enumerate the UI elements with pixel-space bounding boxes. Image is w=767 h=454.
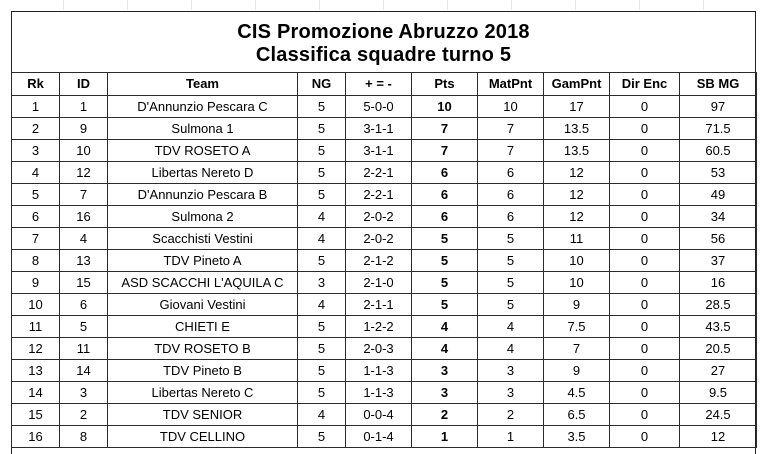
cell-sonneborn-berger: 9.5	[680, 382, 757, 404]
cell-rank: 7	[12, 228, 60, 250]
cell-games: 5	[298, 140, 346, 162]
cell-match-points: 7	[478, 140, 544, 162]
cell-points: 4	[412, 338, 478, 360]
sheet-gridline-strip	[0, 0, 767, 10]
cell-games: 3	[298, 272, 346, 294]
cell-game-points: 12	[544, 162, 610, 184]
cell-direct-encounter: 0	[610, 118, 680, 140]
table-row	[12, 228, 757, 250]
cell-sonneborn-berger: 53	[680, 162, 757, 184]
cell-record: 2-0-3	[346, 338, 412, 360]
table-row	[12, 316, 757, 338]
cell-points: 5	[412, 272, 478, 294]
cell-team: TDV SENIOR	[108, 404, 298, 426]
cell-direct-encounter: 0	[610, 140, 680, 162]
cell-direct-encounter: 0	[610, 294, 680, 316]
cell-points: 10	[412, 96, 478, 118]
cell-points: 3	[412, 360, 478, 382]
cell-points: 5	[412, 250, 478, 272]
column-header-sonneborn-berger: SB MG	[680, 73, 757, 96]
cell-match-points: 7	[478, 118, 544, 140]
cell-games: 5	[298, 118, 346, 140]
cell-games: 5	[298, 426, 346, 448]
cell-rank: 10	[12, 294, 60, 316]
cell-record: 3-1-1	[346, 140, 412, 162]
table-row	[12, 426, 757, 448]
cell-points: 5	[412, 228, 478, 250]
cell-match-points: 5	[478, 228, 544, 250]
cell-match-points: 6	[478, 206, 544, 228]
cell-match-points: 10	[478, 96, 544, 118]
table-row	[12, 206, 757, 228]
standings-subtitle: Classifica squadre turno 5	[255, 44, 512, 66]
table-row	[12, 360, 757, 382]
cell-sonneborn-berger: 24.5	[680, 404, 757, 426]
cell-direct-encounter: 0	[610, 426, 680, 448]
cell-games: 5	[298, 360, 346, 382]
cell-team: Scacchisti Vestini	[108, 228, 298, 250]
column-header-match-points: MatPnt	[478, 73, 544, 96]
cell-id: 1	[60, 96, 108, 118]
column-header-direct-encounter: Dir Enc	[610, 73, 680, 96]
cell-record: 3-1-1	[346, 118, 412, 140]
cell-record: 0-0-4	[346, 404, 412, 426]
cell-record: 2-1-0	[346, 272, 412, 294]
cell-game-points: 17	[544, 96, 610, 118]
cell-rank: 5	[12, 184, 60, 206]
cell-id: 6	[60, 294, 108, 316]
cell-team: Sulmona 2	[108, 206, 298, 228]
cell-sonneborn-berger: 37	[680, 250, 757, 272]
cell-sonneborn-berger: 56	[680, 228, 757, 250]
cell-games: 5	[298, 184, 346, 206]
cell-record: 2-2-1	[346, 162, 412, 184]
cell-game-points: 12	[544, 184, 610, 206]
table-header-row	[12, 73, 757, 96]
cell-match-points: 5	[478, 294, 544, 316]
cell-sonneborn-berger: 49	[680, 184, 757, 206]
cell-direct-encounter: 0	[610, 162, 680, 184]
cell-id: 5	[60, 316, 108, 338]
cell-id: 8	[60, 426, 108, 448]
cell-rank: 16	[12, 426, 60, 448]
cell-game-points: 3.5	[544, 426, 610, 448]
cell-match-points: 3	[478, 382, 544, 404]
table-row	[12, 250, 757, 272]
table-row	[12, 162, 757, 184]
cell-sonneborn-berger: 60.5	[680, 140, 757, 162]
cell-direct-encounter: 0	[610, 360, 680, 382]
cell-match-points: 5	[478, 272, 544, 294]
cell-team: ASD SCACCHI L'AQUILA C	[108, 272, 298, 294]
cell-rank: 13	[12, 360, 60, 382]
cell-team: TDV Pineto A	[108, 250, 298, 272]
cell-rank: 4	[12, 162, 60, 184]
table-row	[12, 140, 757, 162]
column-header-team: Team	[108, 73, 298, 96]
cell-id: 4	[60, 228, 108, 250]
cell-record: 0-1-4	[346, 426, 412, 448]
table-body	[12, 96, 757, 448]
cell-id: 2	[60, 404, 108, 426]
cell-id: 7	[60, 184, 108, 206]
cell-id: 3	[60, 382, 108, 404]
cell-record: 2-0-2	[346, 228, 412, 250]
cell-direct-encounter: 0	[610, 272, 680, 294]
cell-team: TDV ROSETO A	[108, 140, 298, 162]
cell-game-points: 6.5	[544, 404, 610, 426]
cell-game-points: 10	[544, 250, 610, 272]
cell-rank: 2	[12, 118, 60, 140]
cell-direct-encounter: 0	[610, 96, 680, 118]
cell-record: 2-1-2	[346, 250, 412, 272]
cell-id: 9	[60, 118, 108, 140]
cell-team: TDV Pineto B	[108, 360, 298, 382]
cell-direct-encounter: 0	[610, 206, 680, 228]
cell-games: 4	[298, 404, 346, 426]
cell-direct-encounter: 0	[610, 184, 680, 206]
table-row	[12, 184, 757, 206]
cell-direct-encounter: 0	[610, 338, 680, 360]
table-row	[12, 294, 757, 316]
cell-sonneborn-berger: 12	[680, 426, 757, 448]
cell-game-points: 9	[544, 294, 610, 316]
cell-match-points: 3	[478, 360, 544, 382]
cell-id: 15	[60, 272, 108, 294]
cell-rank: 3	[12, 140, 60, 162]
cell-direct-encounter: 0	[610, 316, 680, 338]
cell-record: 1-2-2	[346, 316, 412, 338]
table-row	[12, 118, 757, 140]
cell-match-points: 4	[478, 338, 544, 360]
cell-sonneborn-berger: 28.5	[680, 294, 757, 316]
cell-points: 3	[412, 382, 478, 404]
cell-id: 12	[60, 162, 108, 184]
cell-team: TDV CELLINO	[108, 426, 298, 448]
column-header-record: + = -	[346, 73, 412, 96]
cell-direct-encounter: 0	[610, 250, 680, 272]
table-row	[12, 96, 757, 118]
cell-game-points: 12	[544, 206, 610, 228]
cell-rank: 6	[12, 206, 60, 228]
column-header-game-points: GamPnt	[544, 73, 610, 96]
table-row	[12, 404, 757, 426]
cell-record: 1-1-3	[346, 382, 412, 404]
cell-direct-encounter: 0	[610, 382, 680, 404]
cell-team: Libertas Nereto D	[108, 162, 298, 184]
cell-team: Libertas Nereto C	[108, 382, 298, 404]
cell-match-points: 5	[478, 250, 544, 272]
cell-sonneborn-berger: 34	[680, 206, 757, 228]
cell-match-points: 6	[478, 184, 544, 206]
cell-rank: 14	[12, 382, 60, 404]
cell-game-points: 4.5	[544, 382, 610, 404]
cell-sonneborn-berger: 16	[680, 272, 757, 294]
cell-rank: 12	[12, 338, 60, 360]
cell-games: 5	[298, 316, 346, 338]
cell-games: 5	[298, 382, 346, 404]
cell-match-points: 1	[478, 426, 544, 448]
standings-table	[11, 72, 757, 448]
cell-id: 14	[60, 360, 108, 382]
cell-game-points: 13.5	[544, 118, 610, 140]
cell-rank: 8	[12, 250, 60, 272]
cell-rank: 11	[12, 316, 60, 338]
cell-record: 1-1-3	[346, 360, 412, 382]
cell-games: 4	[298, 294, 346, 316]
cell-game-points: 7.5	[544, 316, 610, 338]
cell-game-points: 9	[544, 360, 610, 382]
cell-team: CHIETI E	[108, 316, 298, 338]
cell-game-points: 7	[544, 338, 610, 360]
cell-direct-encounter: 0	[610, 404, 680, 426]
cell-match-points: 6	[478, 162, 544, 184]
cell-points: 6	[412, 184, 478, 206]
cell-game-points: 10	[544, 272, 610, 294]
column-header-games: NG	[298, 73, 346, 96]
cell-points: 1	[412, 426, 478, 448]
cell-team: TDV ROSETO B	[108, 338, 298, 360]
cell-points: 5	[412, 294, 478, 316]
cell-record: 2-2-1	[346, 184, 412, 206]
cell-rank: 15	[12, 404, 60, 426]
standings-frame	[11, 11, 756, 454]
cell-games: 5	[298, 250, 346, 272]
cell-team: D'Annunzio Pescara B	[108, 184, 298, 206]
table-row	[12, 382, 757, 404]
cell-id: 16	[60, 206, 108, 228]
cell-record: 2-1-1	[346, 294, 412, 316]
cell-team: Sulmona 1	[108, 118, 298, 140]
cell-id: 10	[60, 140, 108, 162]
cell-game-points: 11	[544, 228, 610, 250]
cell-games: 5	[298, 162, 346, 184]
cell-sonneborn-berger: 27	[680, 360, 757, 382]
cell-points: 7	[412, 140, 478, 162]
cell-record: 5-0-0	[346, 96, 412, 118]
cell-games: 4	[298, 228, 346, 250]
cell-direct-encounter: 0	[610, 228, 680, 250]
table-row	[12, 338, 757, 360]
cell-sonneborn-berger: 71.5	[680, 118, 757, 140]
title-block	[12, 12, 755, 72]
cell-team: D'Annunzio Pescara C	[108, 96, 298, 118]
cell-sonneborn-berger: 97	[680, 96, 757, 118]
cell-points: 2	[412, 404, 478, 426]
cell-games: 5	[298, 96, 346, 118]
cell-id: 11	[60, 338, 108, 360]
cell-rank: 9	[12, 272, 60, 294]
cell-sonneborn-berger: 20.5	[680, 338, 757, 360]
column-header-id: ID	[60, 73, 108, 96]
cell-games: 4	[298, 206, 346, 228]
cell-match-points: 2	[478, 404, 544, 426]
cell-match-points: 4	[478, 316, 544, 338]
cell-points: 6	[412, 162, 478, 184]
cell-games: 5	[298, 338, 346, 360]
cell-record: 2-0-2	[346, 206, 412, 228]
tournament-title: CIS Promozione Abruzzo 2018	[237, 21, 530, 43]
column-header-points: Pts	[412, 73, 478, 96]
cell-team: Giovani Vestini	[108, 294, 298, 316]
cell-rank: 1	[12, 96, 60, 118]
cell-points: 7	[412, 118, 478, 140]
column-header-rank: Rk	[12, 73, 60, 96]
cell-points: 6	[412, 206, 478, 228]
cell-game-points: 13.5	[544, 140, 610, 162]
cell-sonneborn-berger: 43.5	[680, 316, 757, 338]
cell-points: 4	[412, 316, 478, 338]
cell-id: 13	[60, 250, 108, 272]
table-row	[12, 272, 757, 294]
